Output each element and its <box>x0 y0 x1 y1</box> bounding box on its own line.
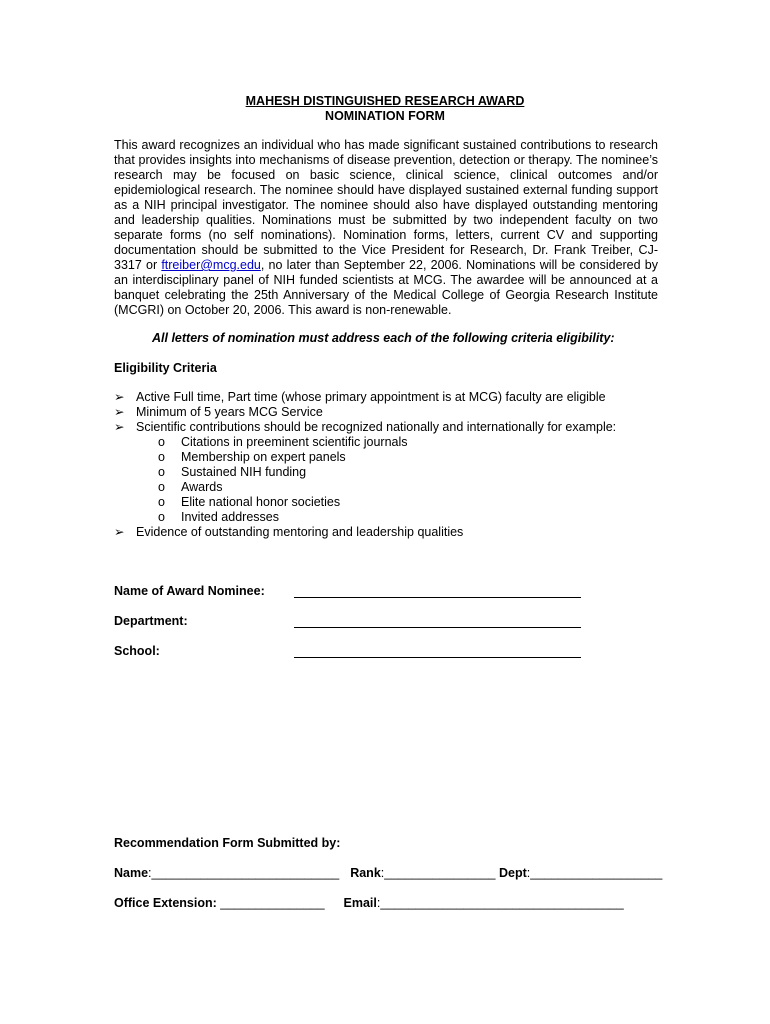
intro-text-after-link: , no later than September 22, 2006. Nominations will be considered by an interdisciplinary panel of NIH funded scientists at MCG. The awardee will be announced at a banquet celebrating the 25th Anniversary of the Medical College of Georgia Research Institute (MCGRI) on October 20, 2006. This award is non-renewable. <box>114 258 658 317</box>
nominee-name-label: Name of Award Nominee: <box>114 584 265 598</box>
sub-list-item <box>114 495 674 510</box>
circle-bullet-icon: o <box>158 465 165 479</box>
email-field[interactable]: :___________________________________ <box>376 896 624 910</box>
sub-list-item <box>114 480 674 495</box>
intro-text-before-link: This award recognizes an individual who has made significant sustained contributions to research that provides insights into mechanisms of disease prevention, detection or therapy. The nominee’s research may be focused on basic science, clinical science, clinical outcomes and/or epidemiological research. The nominee should have displayed sustained external funding support as a NIH principal investigator. The nominee should also have displayed outstanding mentoring and leadership qualities. Nominations must be submitted by two independent faculty on two separate forms (no self nominations). Nomination forms, letters, current CV and supporting documentation should be submitted to the Vice President for Research, Dr. Frank Treiber, CJ-3317 or <box>114 138 658 272</box>
list-item-text: Active Full time, Part time (whose primary appointment is at MCG) faculty are eligible <box>136 390 606 404</box>
department-label: Department: <box>114 614 188 628</box>
submitter-rank-field[interactable]: :________________ <box>380 866 496 880</box>
list-item <box>114 405 674 420</box>
submitter-dept-field[interactable]: :___________________ <box>526 866 663 880</box>
submitter-rank-label: Rank <box>350 866 381 880</box>
circle-bullet-icon: o <box>158 495 165 509</box>
eligibility-list <box>114 390 674 540</box>
sub-list-item <box>114 435 674 450</box>
intro-paragraph <box>114 138 658 318</box>
circle-bullet-icon: o <box>158 480 165 494</box>
submitter-contact-row <box>114 896 624 911</box>
sub-list-item-text: Awards <box>181 480 223 494</box>
submitter-name-label: Name <box>114 866 149 880</box>
submitter-dept-label: Dept <box>498 866 527 880</box>
form-subtitle: NOMINATION FORM <box>325 109 445 123</box>
sub-list-item <box>114 450 674 465</box>
sub-list-item-text: Citations in preeminent scientific journals <box>181 435 408 449</box>
circle-bullet-icon: o <box>158 435 165 449</box>
sub-list-item-text: Invited addresses <box>181 510 279 524</box>
list-item <box>114 390 674 405</box>
department-field[interactable] <box>294 627 581 628</box>
email-link[interactable]: ftreiber@mcg.edu <box>161 258 261 272</box>
arrow-bullet-icon: ➢ <box>114 420 125 434</box>
arrow-bullet-icon: ➢ <box>114 390 125 404</box>
sub-list-item-text: Elite national honor societies <box>181 495 341 509</box>
form-title: MAHESH DISTINGUISHED RESEARCH AWARD <box>245 94 525 108</box>
office-extension-field[interactable]: _______________ <box>216 896 325 910</box>
list-item-text: Evidence of outstanding mentoring and leadership qualities <box>136 525 464 539</box>
email-label: Email <box>343 896 377 910</box>
submitter-row <box>114 866 662 881</box>
list-item-text: Scientific contributions should be recognized nationally and internationally for example: <box>136 420 617 434</box>
list-item-text: Minimum of 5 years MCG Service <box>136 405 323 419</box>
sub-list-item-text: Membership on expert panels <box>181 450 346 464</box>
office-extension-label: Office Extension: <box>114 896 217 910</box>
school-field[interactable] <box>294 657 581 658</box>
criteria-note: All letters of nomination must address each of the following criteria eligibility: <box>152 331 615 345</box>
circle-bullet-icon: o <box>158 450 165 464</box>
sub-list-item <box>114 465 674 480</box>
nominee-name-field[interactable] <box>294 597 581 598</box>
arrow-bullet-icon: ➢ <box>114 405 125 419</box>
sub-list-item <box>114 510 674 525</box>
recommendation-heading: Recommendation Form Submitted by: <box>114 836 341 850</box>
submitter-name-field[interactable]: :___________________________ <box>148 866 340 880</box>
list-item <box>114 525 674 540</box>
sub-list-item-text: Sustained NIH funding <box>181 465 307 479</box>
arrow-bullet-icon: ➢ <box>114 525 125 539</box>
eligibility-heading: Eligibility Criteria <box>114 361 217 375</box>
list-item <box>114 420 674 435</box>
school-label: School: <box>114 644 160 658</box>
circle-bullet-icon: o <box>158 510 165 524</box>
